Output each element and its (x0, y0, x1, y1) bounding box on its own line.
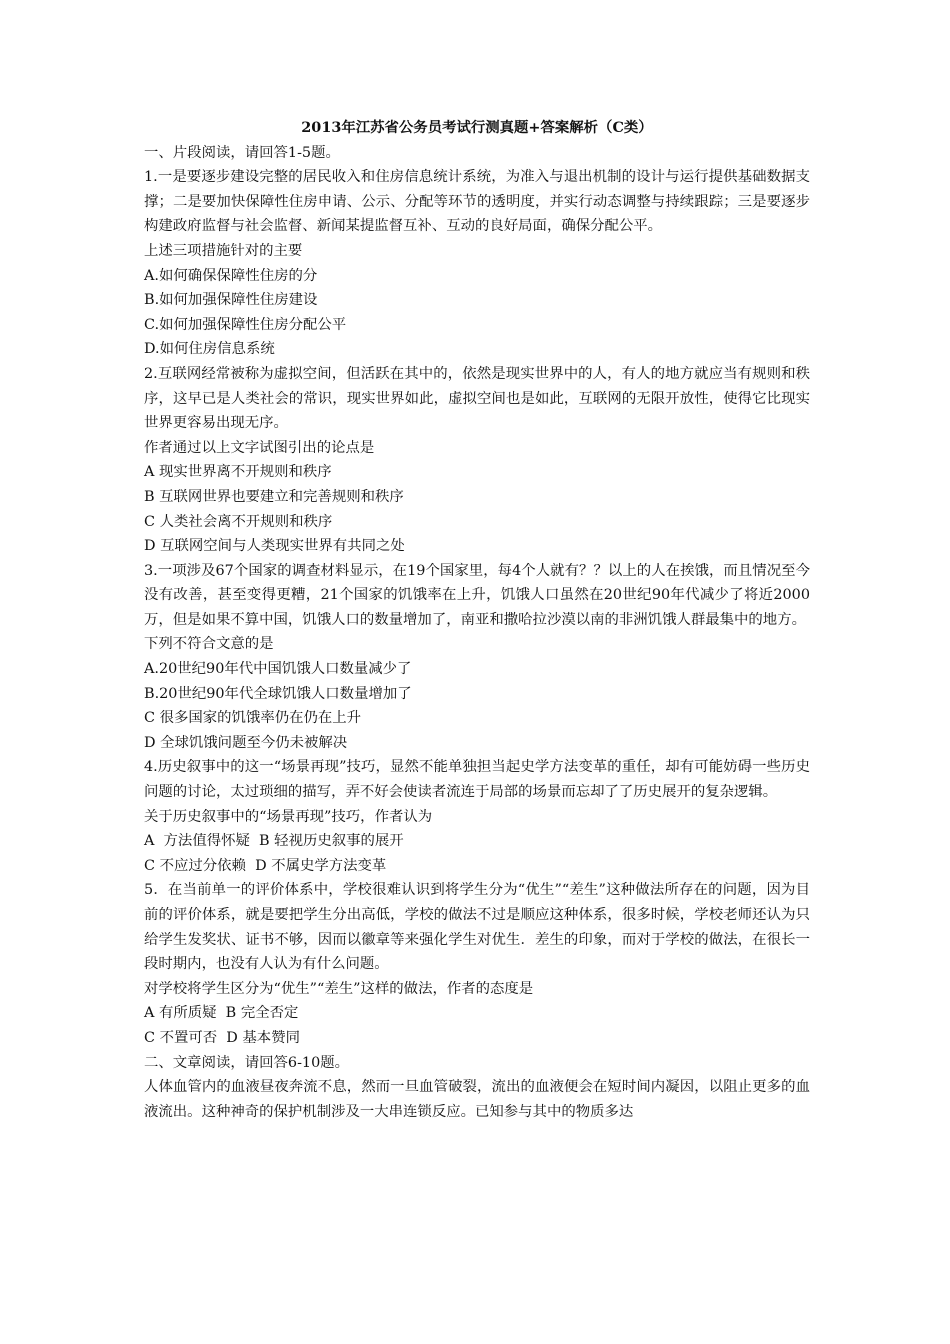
question-4-options-row-2: C 不应过分依赖 D 不属史学方法变革 (144, 857, 387, 874)
question-1-option-d: D.如何住房信息系统 (144, 341, 275, 358)
question-5-stem: 对学校将学生区分为“优生”“差生”这样的做法，作者的态度是 (144, 980, 534, 997)
question-2-option-b: B 互联网世界也要建立和完善规则和秩序 (144, 488, 404, 505)
question-5-options-row-1: A 有所质疑 B 完全否定 (144, 1005, 299, 1022)
document-title: 2013年江苏省公务员考试行测真题+答案解析（C类） (301, 119, 653, 136)
section-heading-2: 二、文章阅读，请回答6-10题。 (144, 1054, 350, 1071)
question-3-passage: 3.一项涉及67个国家的调查材料显示，在19个国家里，每4个人就有？？以上的人在挨饿，而且情况至今没有改善，甚至变得更糟，21个国家的饥饿率在上升，饥饿人口虽然在20世纪90年代减少了将近2000万，但是如果不算中国，饥饿人口的数量增加了，南亚和撒哈拉沙漠以南的非洲饥饿人群最集中的地方。 (144, 562, 810, 628)
question-4-options-row-1: A 方法值得怀疑 B 轻视历史叙事的展开 (144, 833, 404, 850)
section-heading-1: 一、片段阅读，请回答1-5题。 (144, 144, 340, 161)
question-1-option-b: B.如何加强保障性住房建设 (144, 292, 318, 309)
question-1-stem: 上述三项措施针对的主要 (144, 242, 303, 259)
section-2-passage: 人体血管内的血液昼夜奔流不息，然而一旦血管破裂，流出的血液便会在短时间内凝因，以阻止更多的血液流出。这种神奇的保护机制涉及一大串连锁反应。已知参与其中的物质多达 (144, 1079, 810, 1120)
question-5-options-row-2: C 不置可否 D 基本赞同 (144, 1029, 300, 1046)
question-2-option-c: C 人类社会离不开规则和秩序 (144, 513, 333, 530)
question-3-stem: 下列不符合文意的是 (144, 636, 274, 653)
question-5-passage: 5．在当前单一的评价体系中，学校很难认识到将学生分为“优生”“差生”这种做法所存在的问题，因为目前的评价体系，就是要把学生分出高低，学校的做法不过是顺应这种体系，很多时候，学校老师还认为只给学生发奖状、证书不够，因而以徽章等来强化学生对优生．差生的印象，而对于学校的做法，在很长一段时期内，也没有人认为有什么问题。 (144, 882, 810, 973)
question-3-option-b: B.20世纪90年代全球饥饿人口数量增加了 (144, 685, 412, 702)
document-page (144, 116, 810, 1124)
question-1-passage: 1.一是要逐步建设完整的居民收入和住房信息统计系统，为准入与退出机制的设计与运行提供基础数据支撑；二是要加快保障性住房申请、公示、分配等环节的透明度，并实行动态调整与持续跟踪；三是要逐步构建政府监督与社会监督、新闻某提监督互补、互动的良好局面，确保分配公平。 (144, 169, 810, 235)
question-3-option-a: A.20世纪90年代中国饥饿人口数量减少了 (144, 661, 412, 678)
question-2-passage: 2.互联网经常被称为虚拟空间，但活跃在其中的，依然是现实世界中的人，有人的地方就应当有规则和秩序，这早已是人类社会的常识，现实世界如此，虚拟空间也是如此，互联网的无限开放性，使得它比现实世界更容易出现无序。 (144, 365, 810, 432)
question-1-option-a: A.如何确保保障性住房的分 (144, 267, 318, 284)
question-4-stem: 关于历史叙事中的“场景再现”技巧，作者认为 (144, 808, 433, 825)
question-2-option-a: A 现实世界离不开规则和秩序 (144, 464, 332, 481)
question-1-option-c: C.如何加强保障性住房分配公平 (144, 316, 347, 333)
question-2-option-d: D 互联网空间与人类现实世界有共同之处 (144, 538, 405, 555)
question-3-option-d: D 全球饥饿问题至今仍未被解决 (144, 734, 348, 751)
question-2-stem: 作者通过以上文字试图引出的论点是 (144, 439, 375, 456)
question-4-passage: 4.历史叙事中的这一“场景再现”技巧，显然不能单独担当起史学方法变革的重任，却有可能妨碍一些历史问题的讨论，太过琐细的描写，弄不好会使读者流连于局部的场景而忘却了了历史展开的复杂逻辑。 (144, 759, 810, 801)
question-3-option-c: C 很多国家的饥饿率仍在仍在上升 (144, 710, 362, 727)
